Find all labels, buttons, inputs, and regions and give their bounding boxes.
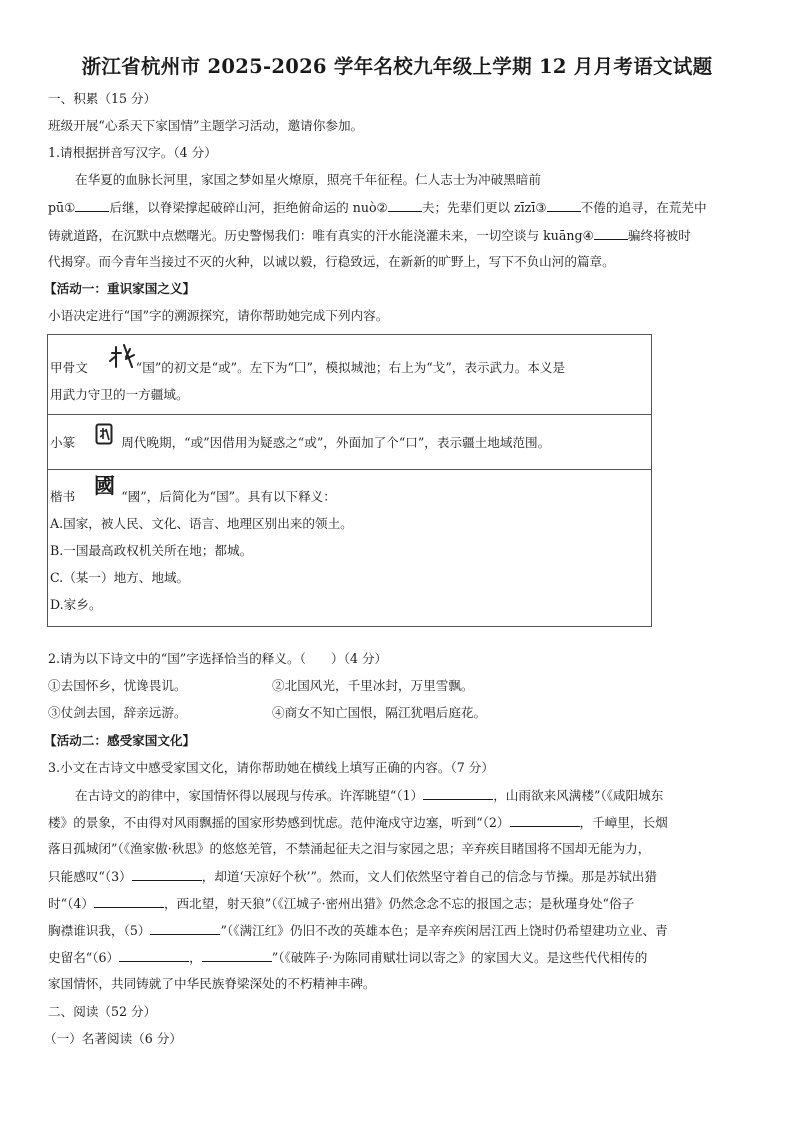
script-oracle-label: 甲骨文 [50, 360, 88, 375]
q1-text-2c: 不倦的追寻，在荒芜中 [580, 200, 707, 215]
table-row-oracle [48, 335, 652, 415]
question-3-stem: 3.小文在古诗文中感受家国文化，请你帮助她在横线上填写正确的内容。（7 分） [48, 760, 494, 775]
q1-blank-3[interactable] [547, 198, 581, 212]
q3-text-7a: 史留名“（6） [48, 950, 120, 965]
oracle-description: “国”的初文是“或”。左下为“囗”，模拟城池；右上为“戈”，表示武力。本义是 [135, 360, 566, 375]
guo-origin-table [47, 334, 652, 627]
q1-text-3a: 铸就道路，在沉默中点燃曙光。历史警惕我们：唯有真实的汗水能浇灌未来，一切空谈与 kuāng④ [48, 228, 594, 243]
q1-blank-1[interactable] [75, 198, 109, 212]
q1-passage-line-2 [48, 198, 707, 217]
q3-text-2a: 楼》的景象，不由得对风雨飘摇的国家形势感到忧虑。范仲淹戍守边塞，听到“（2） [48, 815, 510, 830]
q1-text-3b: 骗终将被时 [627, 228, 691, 243]
q1-passage-line-3 [48, 226, 691, 245]
activity-1-intro: 小语决定进行“国”字的溯源探究，请你帮助她完成下列内容。 [48, 308, 389, 323]
q3-text-4b: ，却道‘天凉好个秋’”。然而，文人们依然坚守着自己的信念与节操。那是苏轼出猎 [201, 869, 657, 884]
q3-text-2b: ，千嶂里，长烟 [579, 815, 668, 830]
q3-text-1b: ，山雨欲来风满楼”（《咸阳城东 [493, 788, 664, 803]
page-title: 浙江省杭州市 2025-2026 学年名校九年级上学期 12 月月考语文试题 [81, 55, 713, 78]
q3-line-2 [48, 813, 668, 832]
q3-blank-1[interactable] [423, 786, 493, 800]
q3-blank-4[interactable] [94, 894, 164, 908]
question-2-stem: 2.请为以下诗文中的“国”字选择恰当的释义。（ ）（4 分） [48, 651, 388, 666]
q1-text-2b: 夫；先辈们更以 zīzī③ [421, 200, 547, 215]
q1-passage-line-1: 在华夏的血脉长河里，家国之梦如星火燎原，照亮千年征程。仁人志士为冲破黑暗前 [75, 172, 541, 187]
q3-line-1 [75, 786, 663, 805]
activity-1-label: 【活动一：重识家国之义】 [44, 281, 196, 296]
script-regular-label: 楷书 [50, 489, 76, 504]
section-heading-1: 一、积累（15 分） [48, 91, 157, 106]
section-heading-2: 二、阅读（52 分） [48, 1004, 157, 1019]
q3-text-6b: ”（《满江红》仍旧不改的英雄本色；是辛弃疾闲居江西上饶时仍希望建功立业、青 [220, 923, 668, 938]
definition-c: C.（某一）地方、地域。 [50, 570, 190, 585]
q3-text-6a: 胸襟谁识我，（5） [48, 923, 151, 938]
q3-line-8: 家国情怀，共同铸就了中华民族脊梁深处的不朽精神丰碑。 [48, 976, 376, 991]
section-intro: 班级开展“心系天下家国情”主题学习活动，邀请你参加。 [48, 118, 364, 133]
q3-blank-3[interactable] [132, 867, 202, 881]
q3-blank-5[interactable] [150, 921, 220, 935]
q3-text-5b: ，西北望，射天狼”（《江城子·密州出猎》仍然念念不忘的报国之志；是秋瑾身处“俗子 [163, 896, 635, 911]
oracle-description-cont: 用武力守卫的一方疆域。 [50, 387, 189, 402]
table-row-seal [48, 415, 652, 470]
q3-text-4a: 只能感叹“（3） [48, 869, 132, 884]
q3-blank-6b[interactable] [202, 948, 272, 962]
seal-description: 周代晚期，“或”因借用为疑惑之“或”，外面加了个“口”，表示疆土地域范围。 [121, 435, 551, 450]
definition-a: A.国家，被人民、文化、语言、地理区别出来的领土。 [50, 516, 353, 531]
q1-text-2a: 后继，以脊梁撑起破碎山河，拒绝俯命运的 nuò② [109, 200, 388, 215]
activity-2-label: 【活动二：感受家国文化】 [44, 733, 196, 748]
q1-pinyin-1: pū① [48, 200, 76, 215]
q1-blank-2[interactable] [388, 198, 422, 212]
q1-blank-4[interactable] [594, 226, 628, 240]
script-seal-label: 小篆 [50, 435, 76, 450]
q3-line-3: 落日孤城闭”（《渔家傲·秋思》的悠悠羌管，不禁涌起征夫之泪与家园之思；辛弃疾目睹国将不国却无能为力， [48, 841, 651, 856]
q3-line-5 [48, 894, 634, 913]
regular-description: “國”，后简化为“国”。具有以下释义： [121, 489, 336, 504]
q3-text-5a: 时“（4） [48, 896, 94, 911]
q1-passage-line-4: 代揭穿。而今青年当接过不灭的火种，以诚以毅，行稳致远，在新新的旷野上，写下不负山河的篇章。 [48, 254, 615, 269]
definition-d: D.家乡。 [50, 597, 102, 612]
q3-text-7b: ， [189, 950, 202, 965]
q2-option-2: ②北国风光，千里冰封，万里雪飘。 [272, 678, 474, 693]
q3-text-1a: 在古诗文的韵律中，家国情怀得以展现与传承。许浑眺望“（1） [75, 788, 424, 803]
q3-line-7 [48, 948, 647, 967]
q3-line-4 [48, 867, 657, 886]
q3-blank-2[interactable] [510, 813, 580, 827]
definition-b: B.一国最高政权机关所在地；都城。 [50, 543, 253, 558]
q3-line-6 [48, 921, 668, 940]
q2-option-1: ①去国怀乡，忧谗畏讥。 [48, 678, 187, 693]
q3-text-7c: ”（《破阵子·为陈同甫赋壮词以寄之》的家国大义。是这些代代相传的 [271, 950, 648, 965]
q3-blank-6a[interactable] [119, 948, 189, 962]
q2-option-3: ③仗剑去国，辞亲远游。 [48, 705, 187, 720]
question-1-stem: 1.请根据拼音写汉字。（4 分） [48, 145, 217, 160]
q2-option-4: ④商女不知亡国恨，隔江犹唱后庭花。 [272, 705, 487, 720]
table-row-regular [48, 470, 652, 627]
subsection-heading: （一）名著阅读（6 分） [44, 1031, 182, 1046]
regular-glyph: 國 [94, 473, 115, 498]
